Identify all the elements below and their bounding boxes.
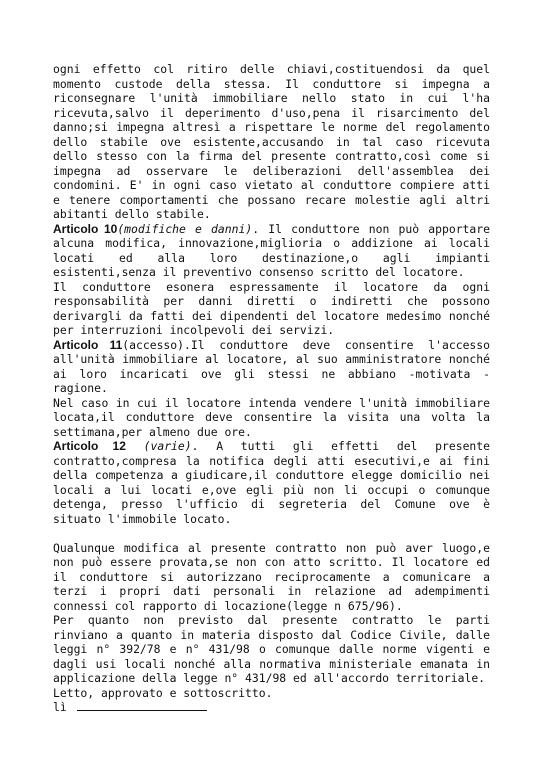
date-blank-line <box>77 700 207 711</box>
article-12 <box>53 439 490 526</box>
article-10 <box>53 222 490 280</box>
article-12-subtitle: (varie) <box>143 439 192 453</box>
article-10-subtitle: (modifiche e danni) <box>117 221 253 236</box>
place-label: lì <box>53 700 67 714</box>
closing-statement: Letto, approvato e sottoscritto. <box>53 685 273 700</box>
article-12-heading: Articolo 12 <box>53 439 126 453</box>
article-11 <box>53 338 490 396</box>
article-11-paragraph-2: Nel caso in cui il locatore intenda vendere l'unità immobiliare locata,il conduttore deve consentire la visita una volta la settimana,per almeno due ore. <box>53 395 490 439</box>
document-page <box>53 62 490 715</box>
paragraph-rinvio: Per quanto non previsto dal presente contratto le parti rinviano a quanto in materia disposto dal Codice Civile, dalle leggi n° 392/78 e n° 431/98 o comunque dalle norme vigenti e dagli usi locali nonché alla normativa ministeriale emanata in applicazione della legge n° 431/98 ed all'accordo territoriale. <box>53 613 490 685</box>
article-10-text: . Il conduttore non può apportare alcuna modifica, innovazione,miglioria o addizione ai locali locati ed alla loro destinazione,o agli impianti esistenti,senza il preventivo consenso scritto del locatore. <box>53 221 490 279</box>
article-10-heading: Articolo 10 <box>53 221 118 236</box>
spacer <box>53 526 490 541</box>
article-10-paragraph-2: Il conduttore esonera espressamente il locatore da ogni responsabilità per danni diretti o indiretti che possono derivargli da fatti dei dipendenti del locatore medesimo nonché per interruzioni incolpevoli dei servizi. <box>53 279 490 337</box>
place-date-line <box>53 700 490 715</box>
paragraph-modifiche: Qualunque modifica al presente contratto non può aver luogo,e non può essere provata,se non con atto scritto. Il locatore ed il conduttore si autorizzano reciprocamente a comunicare a terzi i propri dati personali in relazione ad adempimenti connessi col rapporto di locazione(legge n 675/96). <box>53 540 490 613</box>
paragraph-consegna: ogni effetto col ritiro delle chiavi,costituendosi da quel momento custode della stessa. Il conduttore si impegna a riconsegnare l'unità immobiliare nello stato in cui l'ha ricevuta,salvo il deperimento d'uso,pena il risarcimento del danno;si impegna altresì a rispettare le norme del regolamento dello stabile ove esistente,accusando in tal caso ricevuta dello stesso con la firma del presente contratto,così come si impegna ad osservare le deliberazioni dell'assemblea dei condomini. E' in ogni caso vietato al conduttore compiere atti e tenere comportamenti che possano recare molestie agli altri abitanti dello stabile. <box>53 62 490 221</box>
article-11-subtitle: (accesso) <box>122 337 185 352</box>
article-11-heading: Articolo 11 <box>53 337 123 352</box>
article-11-text: .Il conduttore deve consentire l'accesso all'unità immobiliare al locatore, al suo amministratore nonché ai loro incaricati ove gli stessi ne abbiano -motivata -ragione. <box>53 337 491 395</box>
article-12-text: . A tutti gli effetti del presente contratto,compresa la notifica degli atti esecutivi,e ai fini della competenza a giudicare,il conduttore elegge domicilio nei locali a lui locati e,ove egli più non li occupi o comunque detenga, presso l'ufficio di segreteria del Comune ove è situato l'immobile locato. <box>53 439 491 526</box>
